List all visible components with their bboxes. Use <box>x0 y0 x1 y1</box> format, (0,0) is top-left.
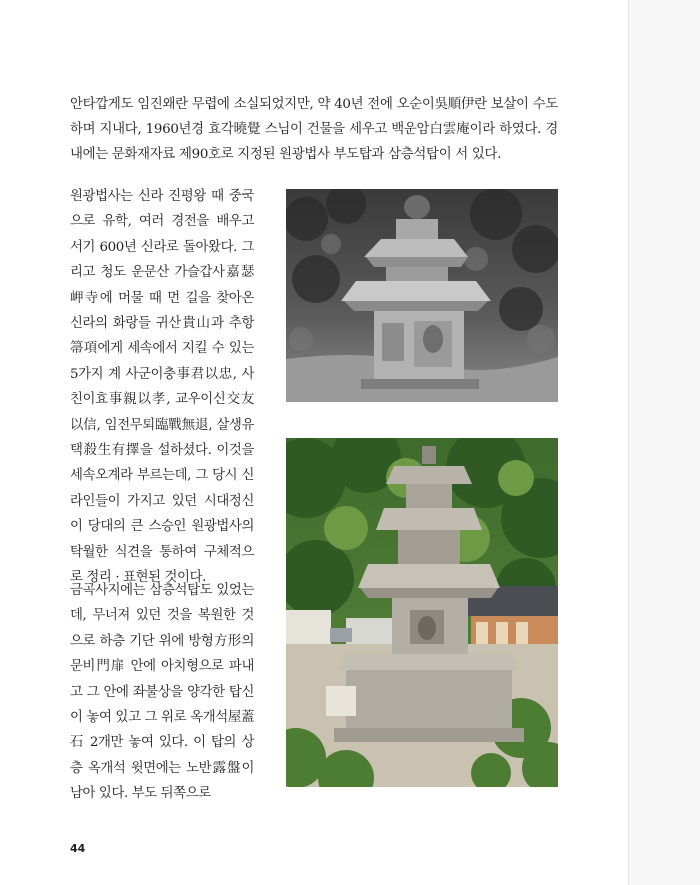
intro-text: 안타깝게도 임진왜란 무렵에 소실되었지만, 약 40년 전에 오순이吳順伊란 보살이 수도하며 지내다, 1960년경 효각曉覺 스님이 건물을 세우고 백운암白雲庵이라 하였다. 경내에는 문화재자료 제90호로 지정된 원광법사 부도탑과 삼층석탑이 서 있다. <box>70 97 558 162</box>
stupa-photo-bw <box>286 189 558 402</box>
column-text-1 <box>70 184 254 591</box>
column-1-text: 원광법사는 신라 진평왕 때 중국으로 유학, 여러 경전을 배우고 서기 600년 신라로 돌아왔다. 그리고 청도 운문산 가슬갑사嘉瑟岬寺에 머물 때 먼 길을 찾아온 신라의 화랑들 귀산貴山과 추항箒項에게 세속에서 지킬 수 있는 5가지 계 사군이충事君以忠, 사친이효事親以孝, 교우이신交友以信, 임전무퇴臨戰無退, 살생유택殺生有擇을 설하셨다. 이것을 세속오계라 부르는데, 그 당시 신라인들이 가지고 있던 시대정신이 당대의 큰 스승인 원광법사의 탁월한 식견을 통하여 구체적으로 정리 · 표현된 것이다. <box>70 189 254 586</box>
intro-paragraph <box>70 92 558 167</box>
page-edge <box>628 0 700 885</box>
pagoda-photo-color <box>286 438 558 787</box>
column-text-2 <box>70 578 254 807</box>
page-number: 44 <box>70 842 86 855</box>
column-2-text: 금곡사지에는 삼층석탑도 있었는데, 무너져 있던 것을 복원한 것으로 하층 기단 위에 방형方形의 문비門扉 안에 아치형으로 파내고 그 안에 좌불상을 양각한 탑신이 놓여 있고 그 위로 옥개석屋蓋石 2개만 놓여 있다. 이 탑의 상층 옥개석 윗면에는 노반露盤이 남아 있다. 부도 뒤쪽으로 <box>70 583 254 802</box>
